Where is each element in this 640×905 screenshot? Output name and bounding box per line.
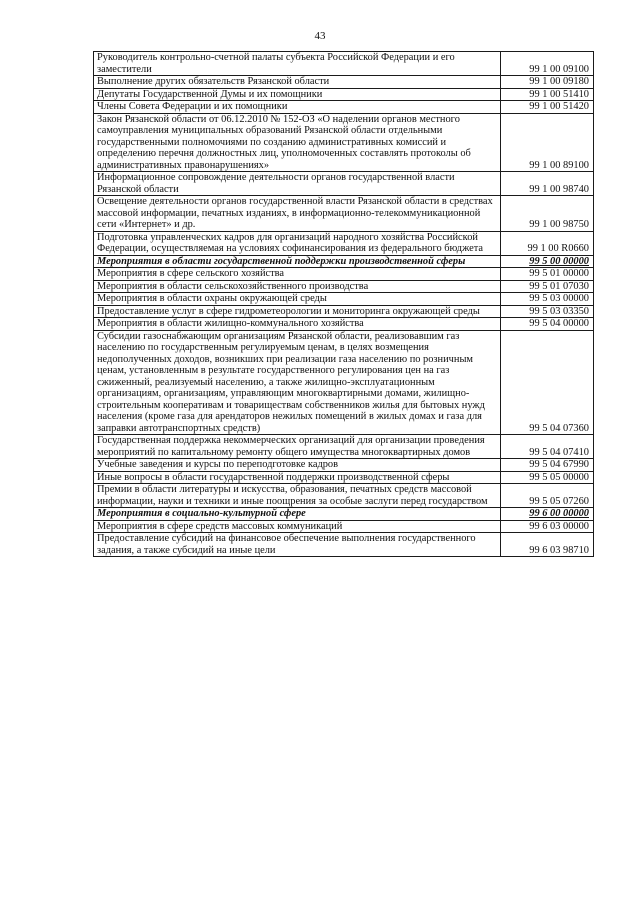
table-row	[94, 268, 594, 281]
classification-code-cell: 99 1 00 98750	[501, 196, 594, 232]
expense-name-cell: Государственная поддержка некоммерческих организаций для организации проведения мероприятий по капитальному ремонту общего имущества многоквартирных домов	[94, 435, 501, 459]
expense-name-cell: Мероприятия в области охраны окружающей среды	[94, 293, 501, 306]
expense-name-cell: Закон Рязанской области от 06.12.2010 № 152-ОЗ «О наделении органов местного самоуправления муниципальных образований Рязанской области отдельными государственными полномочиями по созданию административных комиссий и определению перечня должностных лиц, уполномоченных составлять протоколы об административных правонарушениях»	[94, 113, 501, 172]
classification-code-cell: 99 1 00 09180	[501, 76, 594, 89]
table-row	[94, 435, 594, 459]
table-row	[94, 101, 594, 114]
classification-code-cell: 99 5 01 00000	[501, 268, 594, 281]
classification-code-cell: 99 1 00 98740	[501, 172, 594, 196]
table-row	[94, 231, 594, 255]
section-row	[94, 255, 594, 268]
table-row	[94, 318, 594, 331]
table-row	[94, 113, 594, 172]
classification-code-cell: 99 5 05 07260	[501, 484, 594, 508]
expense-name-cell: Предоставление субсидий на финансовое обеспечение выполнения государственного задания, а также субсидий на иные цели	[94, 533, 501, 557]
table-row	[94, 293, 594, 306]
table-body	[94, 52, 594, 557]
table-row	[94, 533, 594, 557]
table-row	[94, 305, 594, 318]
expense-name-cell: Подготовка управленческих кадров для организаций народного хозяйства Российской Федерации, осуществляемая на условиях софинансирования из федерального бюджета	[94, 231, 501, 255]
classification-code-cell: 99 5 05 00000	[501, 471, 594, 484]
table-row	[94, 471, 594, 484]
classification-code-cell: 99 1 00 51410	[501, 88, 594, 101]
classification-code-cell: 99 5 04 00000	[501, 318, 594, 331]
classification-code-cell: 99 6 00 00000	[501, 508, 594, 521]
classification-code-cell: 99 1 00 R0660	[501, 231, 594, 255]
section-row	[94, 508, 594, 521]
classification-code-cell: 99 5 03 03350	[501, 305, 594, 318]
table-row	[94, 459, 594, 472]
expense-name-cell: Мероприятия в сфере средств массовых коммуникаций	[94, 520, 501, 533]
classification-code-cell: 99 1 00 89100	[501, 113, 594, 172]
expense-name-cell: Мероприятия в области сельскохозяйственного производства	[94, 280, 501, 293]
table-row	[94, 88, 594, 101]
table-row	[94, 76, 594, 89]
table-row	[94, 280, 594, 293]
expense-name-cell: Субсидии газоснабжающим организациям Рязанской области, реализовавшим газ населению по государственным регулируемым ценам, в целях возмещения недополученных доходов, возникших при реализации газа населению по розничным ценам, установленным в результате государственного регулирования цен на газ сжиженный, реализуемый населению, а также жилищно-эксплуатационным организациям, организациям, управляющим многоквартирными домами, жилищно-строительным кооперативам и товариществам собственников жилья для бытовых нужд населения (кроме газа для арендаторов нежилых помещений в жилых домах и газа для заправки автотранспортных средств)	[94, 330, 501, 435]
expense-name-cell: Мероприятия в сфере сельского хозяйства	[94, 268, 501, 281]
page-number: 43	[314, 30, 326, 42]
expense-name-cell: Информационное сопровождение деятельности органов государственной власти Рязанской области	[94, 172, 501, 196]
table-row	[94, 520, 594, 533]
table-row	[94, 172, 594, 196]
expense-name-cell: Мероприятия в социально-культурной сфере	[94, 508, 501, 521]
classification-code-cell: 99 5 04 07410	[501, 435, 594, 459]
expense-name-cell: Мероприятия в области государственной поддержки производственной сферы	[94, 255, 501, 268]
table-row	[94, 52, 594, 76]
expense-name-cell: Учебные заведения и курсы по переподготовке кадров	[94, 459, 501, 472]
budget-classification-table	[93, 51, 594, 557]
classification-code-cell: 99 1 00 09100	[501, 52, 594, 76]
classification-code-cell: 99 5 00 00000	[501, 255, 594, 268]
table-row	[94, 330, 594, 435]
classification-code-cell: 99 5 03 00000	[501, 293, 594, 306]
expense-name-cell: Мероприятия в области жилищно-коммунального хозяйства	[94, 318, 501, 331]
expense-name-cell: Иные вопросы в области государственной поддержки производственной сферы	[94, 471, 501, 484]
classification-code-cell: 99 6 03 00000	[501, 520, 594, 533]
expense-name-cell: Предоставление услуг в сфере гидрометеорологии и мониторинга окружающей среды	[94, 305, 501, 318]
classification-code-cell: 99 5 04 07360	[501, 330, 594, 435]
expense-name-cell: Руководитель контрольно-счетной палаты субъекта Российской Федерации и его заместители	[94, 52, 501, 76]
expense-name-cell: Члены Совета Федерации и их помощники	[94, 101, 501, 114]
expense-name-cell: Премии в области литературы и искусства, образования, печатных средств массовой информации, науки и техники и иные поощрения за особые заслуги перед государством	[94, 484, 501, 508]
expense-name-cell: Выполнение других обязательств Рязанской области	[94, 76, 501, 89]
table-row	[94, 484, 594, 508]
expense-name-cell: Освещение деятельности органов государственной власти Рязанской области в средствах массовой информации, печатных изданиях, в информационно-телекоммуникационной сети «Интернет» и др.	[94, 196, 501, 232]
table-row	[94, 196, 594, 232]
classification-code-cell: 99 5 04 67990	[501, 459, 594, 472]
classification-code-cell: 99 1 00 51420	[501, 101, 594, 114]
classification-code-cell: 99 6 03 98710	[501, 533, 594, 557]
expense-name-cell: Депутаты Государственной Думы и их помощники	[94, 88, 501, 101]
classification-code-cell: 99 5 01 07030	[501, 280, 594, 293]
